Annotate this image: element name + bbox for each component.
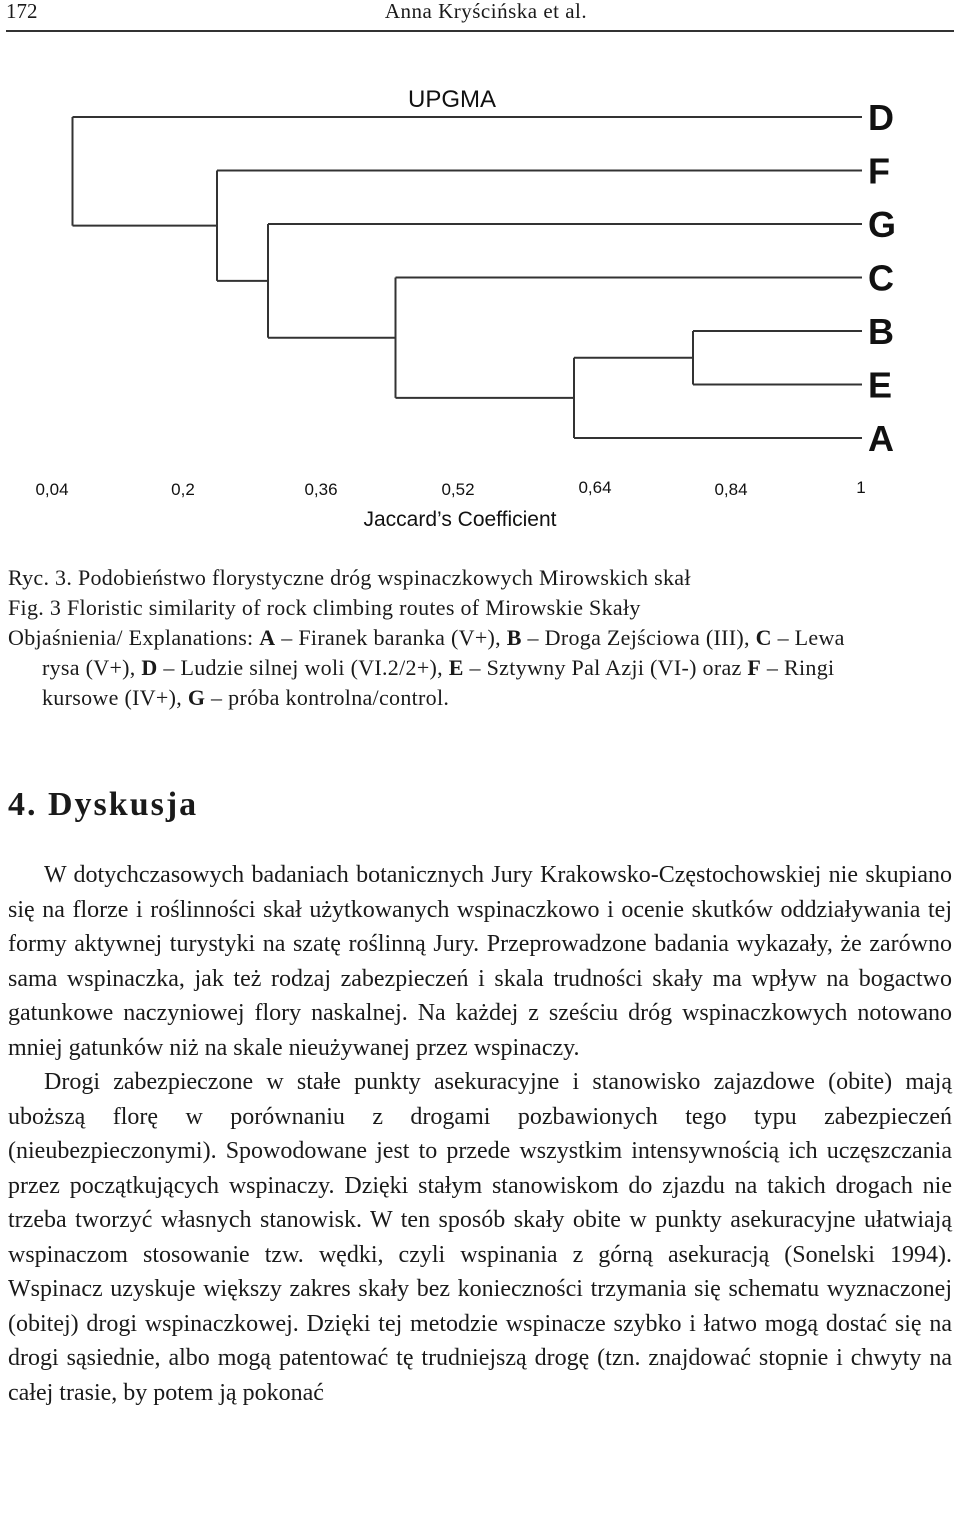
page-header [6,0,954,32]
explanations-line-1: Objaśnienia/ Explanations: A – Firanek baranka (V+), B – Droga Zejściowa (III), C – Lewa [8,625,845,650]
axis-tick-label: 0,36 [304,480,338,499]
figure-caption [8,563,956,713]
axis-tick-label: 1 [856,478,866,497]
leaf-label: A [868,418,894,459]
body-paragraph-2: Drogi zabezpieczone w stałe punkty asekuracyjne i stanowisko zajazdowe (obite) mają uboższą florę w porównaniu z drogami pozbawionych tego typu zabezpieczeń (nieubezpieczonymi). Spowodowane jest to przede wszystkim intensywnością ich uczęszczania przez początkujących wspinaczy. Dzięki stałym stanowiskom do zjazdu na takich drogach nie trzeba tworzyć własnych stanowisk. W ten sposób skały obite w punkty asekuracyjne ułatwiają wspinaczom stosowanie tzw. wędki, czyli wspinania z górną asekuracją (Sonelski 1994). Wspinacz uzyskuje większy zakres skały bez konieczności trzymania się schematu wyznaczonej (obitej) drogi wspinaczkowej. Dzięki tej metodzie wspinacze szybko i łatwo mogą dostać się na drogi sąsiednie, albo mogą patentować tę trudniejszą drogę (tzn. znajdować stopnie i chwyty na całej trasie, by potem ją pokonać [8,1069,952,1406]
dendrogram-branches [73,117,863,438]
running-head: Anna Kryścińska et al. [384,0,588,23]
axis-tick-label: 0,84 [714,480,748,499]
caption-explanations [8,623,956,713]
leaf-label: D [868,97,894,138]
leaf-label: G [868,204,897,245]
explanations-line-2: rysa (V+), D – Ludzie silnej woli (VI.2/2+), E – Sztywny Pal Azji (VI-) oraz F – Ringi [42,655,835,680]
dendrogram-leaves [868,97,896,459]
axis-tick-label: 0,04 [35,480,69,499]
explanations-line-3: kursowe (IV+), G – próba kontrolna/control. [42,685,450,710]
axis-tick-label: 0,52 [441,480,475,499]
leaf-label: C [868,257,894,299]
axis-tick-label: 0,64 [578,478,612,497]
leaf-label: E [868,364,893,406]
section-heading: 4. Dyskusja [8,786,199,823]
caption-english: Fig. 3 Floristic similarity of rock climbing routes of Mirowskie Skały [8,595,641,620]
axis-label: Jaccard’s Coefficient [363,508,557,531]
leaf-label: B [868,311,894,352]
axis-ticks [35,478,865,499]
dendrogram-title: UPGMA [408,86,497,113]
body-paragraph-1: W dotychczasowych badaniach botanicznych Jury Krakowsko-Częstochowskiej nie skupiano się na florze i roślinności skał użytkowanych wspinaczkowo i ocenie skutków oddziaływania tej formy aktywnej turystyki na szatę roślinną Jury. Przeprowadzone badania wykazały, że zarówno sama wspinaczka, jak też rodzaj zabezpieczeń i skala trudności skały ma wpływ na bogactwo gatunkowe naczyniowej flory naskalnej. Na każdej z sześciu dróg wspinaczkowych notowano mniej gatunków niż na skale nieużywanej przez wspinaczy. [8,862,952,1061]
dendrogram-figure [0,70,960,540]
body-text [8,858,952,1410]
axis-tick-label: 0,2 [171,480,195,499]
page-number: 172 [6,0,38,23]
dendrogram-svg [0,70,960,540]
leaf-label: F [868,150,890,192]
caption-polish: Ryc. 3. Podobieństwo florystyczne dróg wspinaczkowych Mirowskich skał [8,565,691,590]
